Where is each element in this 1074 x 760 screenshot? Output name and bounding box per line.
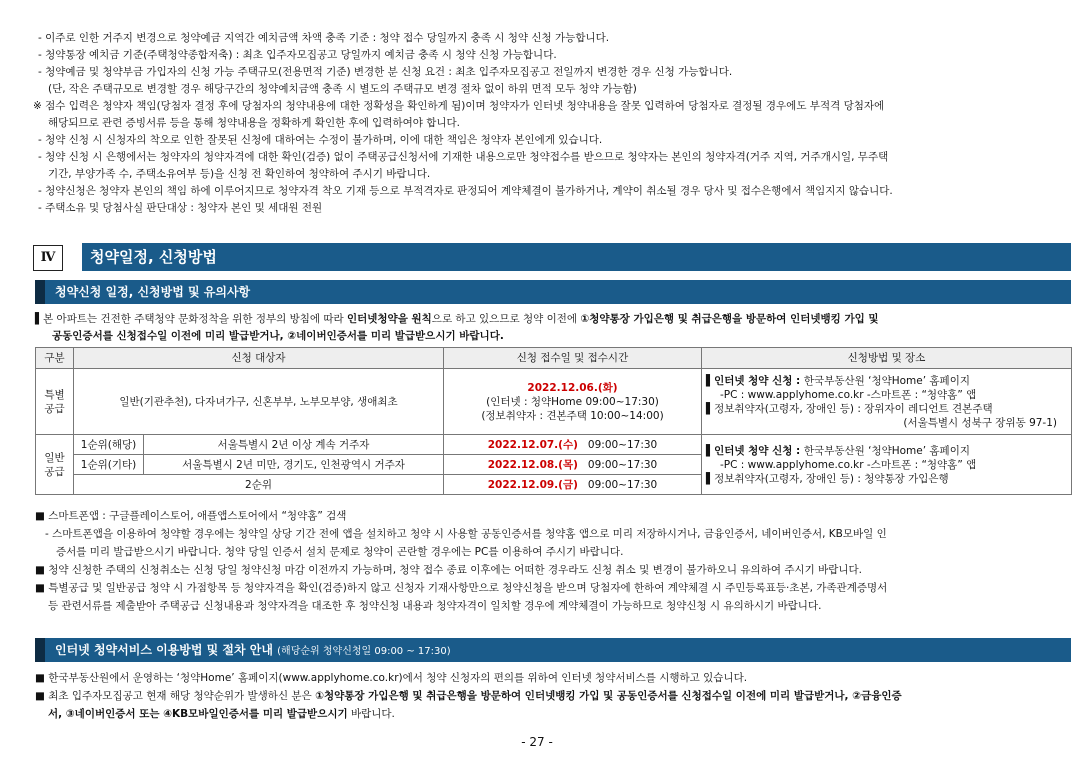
note-line: - 주택소유 및 당첨사실 판단대상 : 청약자 본인 및 세대원 전원 bbox=[38, 202, 323, 214]
subsection-title bbox=[55, 642, 451, 660]
apply-date: 2022.12.06.(화) bbox=[527, 381, 618, 394]
note-line: - 스마트폰앱을 이용하여 청약할 경우에는 청약일 상당 기간 전에 앱을 설치하고 청약 시 사용할 공동인증서를 청약홈 앱으로 미리 저장하시거나, 금융인증서, 네이버인증서, KB모바일 인 bbox=[45, 528, 887, 540]
apply-time: (인터넷 : 청약Home 09:00~17:30) bbox=[486, 395, 659, 408]
date-cell bbox=[444, 435, 702, 455]
col-header: 신청 접수일 및 접수시간 bbox=[444, 348, 702, 369]
schedule-table bbox=[35, 347, 1072, 495]
subsection-note: (해당순위 청약신청일 09:00 ~ 17:30) bbox=[277, 646, 451, 657]
apply-time: 09:00~17:30 bbox=[587, 458, 658, 471]
intro-line bbox=[35, 312, 879, 326]
section-title: 청약일정, 신청방법 bbox=[90, 248, 217, 266]
note-bold: ①청약통장 가입은행 및 취급은행을 방문하여 인터넷뱅킹 가입 및 공동인증서를 신청접수일 이전에 미리 발급받거나, ②금융인증 bbox=[315, 690, 902, 702]
section-number: Ⅳ bbox=[33, 245, 63, 271]
method-cell bbox=[702, 435, 1072, 495]
date-cell bbox=[444, 455, 702, 475]
note-line: - 이주로 인한 거주지 변경으로 청약예금 지역간 예치금액 차액 충족 기준 : 청약 접수 당일까지 충족 시 청약 신청 가능합니다. bbox=[38, 32, 610, 44]
apply-time: 09:00~17:30 bbox=[587, 438, 658, 451]
table-row bbox=[36, 369, 1072, 435]
note-line: - 청약 신청 시 은행에서는 청약자의 청약자격에 대한 확인(검증) 없이 주택공급신청서에 기재한 내용으로만 청약접수를 받으므로 청약자는 본인의 청약자격(거주 지역, 거주개시일, 무주택 bbox=[38, 151, 889, 163]
col-header: 신청 대상자 bbox=[74, 348, 444, 369]
date-cell bbox=[444, 475, 702, 495]
intro-bold: ①청약통장 가입은행 및 취급은행을 방문하여 인터넷뱅킹 가입 및 bbox=[580, 313, 879, 325]
apply-date: 2022.12.09.(금) bbox=[487, 478, 578, 491]
method-text: (서울특별시 성북구 장위동 97-1) bbox=[903, 416, 1057, 429]
section-header-bar bbox=[82, 243, 1071, 271]
method-text: -PC : www.applyhome.co.kr -스마트폰 : “청약홈” 앱 bbox=[720, 388, 977, 401]
table-header-row bbox=[36, 348, 1072, 369]
note-line: (단, 작은 주택규모로 변경할 경우 해당구간의 청약예치금액 충족 시 별도의 주택규모 변경 절차 없이 하위 면적 모두 청약 가능함) bbox=[48, 83, 637, 95]
note-line: 등 관련서류를 제출받아 주택공급 신청내용과 청약자격을 대조한 후 청약신청 내용과 청약자격이 일치할 경우에 계약체결이 가능하므로 청약신청 시 유의하시기 바랍니다. bbox=[48, 600, 822, 612]
method-text: 한국부동산원 ‘청약Home’ 홈페이지 bbox=[803, 374, 970, 387]
intro-text: ▌본 아파트는 건전한 주택청약 문화정착을 위한 정부의 방침에 따라 bbox=[35, 313, 347, 325]
method-text: 한국부동산원 ‘청약Home’ 홈페이지 bbox=[803, 444, 970, 457]
note-line bbox=[48, 707, 395, 721]
note-line: ※ 점수 입력은 청약자 책임(당첨자 결정 후에 당첨자의 청약내용에 대한 정확성을 확인하게 됨)이며 청약자가 인터넷 청약내용을 잘못 입력하여 당첨자로 결정될 경우에도 부적격 당첨자에 bbox=[33, 100, 885, 112]
apply-date: 2022.12.08.(목) bbox=[487, 458, 578, 471]
note-line: - 청약 신청 시 신청자의 착오로 인한 잘못된 신청에 대하여는 수정이 불가하며, 이에 대한 책임은 청약자 본인에게 있습니다. bbox=[38, 134, 603, 146]
method-text: ▌정보취약자(고령자, 장애인 등) : 청약통장 가입은행 bbox=[706, 472, 949, 485]
subsection-title: 청약신청 일정, 신청방법 및 유의사항 bbox=[55, 285, 251, 299]
row-label: 일반공급 bbox=[36, 435, 74, 495]
header-accent bbox=[35, 280, 45, 304]
note-bold: 서, ③네이버인증서 또는 ④KB모바일인증서를 미리 발급받으시기 bbox=[48, 708, 348, 720]
target-cell: 서울특별시 2년 이상 계속 거주자 bbox=[144, 435, 444, 455]
rank-cell: 1순위(기타) bbox=[74, 455, 144, 475]
note-line: - 청약예금 및 청약부금 가입자의 신청 가능 주택규모(전용면적 기준) 변경한 분 신청 요건 : 최초 입주자모집공고 전일까지 변경한 경우 신청 가능합니다. bbox=[38, 66, 733, 78]
intro-line: 공동인증서를 신청접수일 이전에 미리 발급받거나, ②네이버인증서를 미리 발급받으시기 바랍니다. bbox=[52, 330, 504, 342]
note-text: ■ 최초 입주자모집공고 현재 해당 청약순위가 발생하신 분은 bbox=[35, 690, 316, 702]
method-label: ▌인터넷 청약 신청 : bbox=[706, 444, 804, 457]
subsection-header bbox=[35, 280, 1071, 304]
apply-time: 09:00~17:30 bbox=[587, 478, 658, 491]
target-cell: 서울특별시 2년 미만, 경기도, 인천광역시 거주자 bbox=[144, 455, 444, 475]
note-line: - 청약신청은 청약자 본인의 책임 하에 이루어지므로 청약자격 착오 기재 등으로 부적격자로 판정되어 계약체결이 불가하거나, 계약이 취소될 경우 당사 및 접수은행에서 책임지지 않습니다. bbox=[38, 185, 893, 197]
date-cell bbox=[444, 369, 702, 435]
note-line: 증서를 미리 발급받으시기 바랍니다. 청약 당일 인증서 설치 문제로 청약이 곤란할 경우에는 PC를 이용하여 주시기 바랍니다. bbox=[56, 546, 624, 558]
apply-time: (정보취약자 : 견본주택 10:00~14:00) bbox=[481, 409, 664, 422]
method-label: ▌인터넷 청약 신청 : bbox=[706, 374, 804, 387]
subsection-header bbox=[35, 638, 1071, 662]
note-line: 해당되므로 관련 증빙서류 등을 통해 청약내용을 정확하게 확인한 후에 입력하여야 합니다. bbox=[48, 117, 461, 129]
note-line: 기간, 부양가족 수, 주택소유여부 등)을 신청 전 확인하여 청약하여 주시기 바랍니다. bbox=[48, 168, 431, 180]
note-line: ■ 한국부동산원에서 운영하는 ‘청약Home’ 홈페이지(www.applyhome.co.kr)에서 청약 신청자의 편의를 위하여 인터넷 청약서비스를 시행하고 있습니다. bbox=[35, 672, 748, 684]
page-number: - 27 - bbox=[521, 735, 553, 749]
note-line: ■ 청약 신청한 주택의 신청취소는 신청 당일 청약신청 마감 이전까지 가능하며, 청약 접수 종료 이후에는 어떠한 경우라도 신청 취소 및 변경이 불가하오니 유의하여 주시기 바랍니다. bbox=[35, 564, 862, 576]
note-line: ■ 특별공급 및 일반공급 청약 시 가점항목 등 청약자격을 확인(검증)하지 않고 신청자 기재사항만으로 청약신청을 받으며 당첨자에 한하여 계약체결 시 주민등록표등·초본, 가족관계증명서 bbox=[35, 582, 888, 594]
note-line: ■ 스마트폰앱 : 구글플레이스토어, 애플앱스토어에서 “청약홈” 검색 bbox=[35, 510, 347, 522]
note-text: 바랍니다. bbox=[347, 708, 395, 720]
row-label: 특별공급 bbox=[36, 369, 74, 435]
rank-cell: 2순위 bbox=[74, 475, 444, 495]
apply-date: 2022.12.07.(수) bbox=[487, 438, 578, 451]
target-cell: 일반(기관추천), 다자녀가구, 신혼부부, 노부모부양, 생애최초 bbox=[74, 369, 444, 435]
header-accent bbox=[35, 638, 45, 662]
table-row bbox=[36, 435, 1072, 455]
col-header: 구분 bbox=[36, 348, 74, 369]
intro-text: 으로 하고 있으므로 청약 이전에 bbox=[431, 313, 581, 325]
subsection-title-text: 인터넷 청약서비스 이용방법 및 절차 안내 bbox=[55, 643, 273, 657]
method-text: ▌정보취약자(고령자, 장애인 등) : 장위자이 레디언트 견본주택 bbox=[706, 402, 993, 415]
method-text: -PC : www.applyhome.co.kr -스마트폰 : “청약홈” 앱 bbox=[720, 458, 977, 471]
method-cell bbox=[702, 369, 1072, 435]
note-line: - 청약통장 예치금 기준(주택청약종합저축) : 최초 입주자모집공고 당일까지 예치금 충족 시 청약 신청 가능합니다. bbox=[38, 49, 557, 61]
rank-cell: 1순위(해당) bbox=[74, 435, 144, 455]
note-line bbox=[35, 689, 902, 703]
col-header: 신청방법 및 장소 bbox=[702, 348, 1072, 369]
intro-bold: 인터넷청약을 원칙 bbox=[346, 313, 432, 325]
